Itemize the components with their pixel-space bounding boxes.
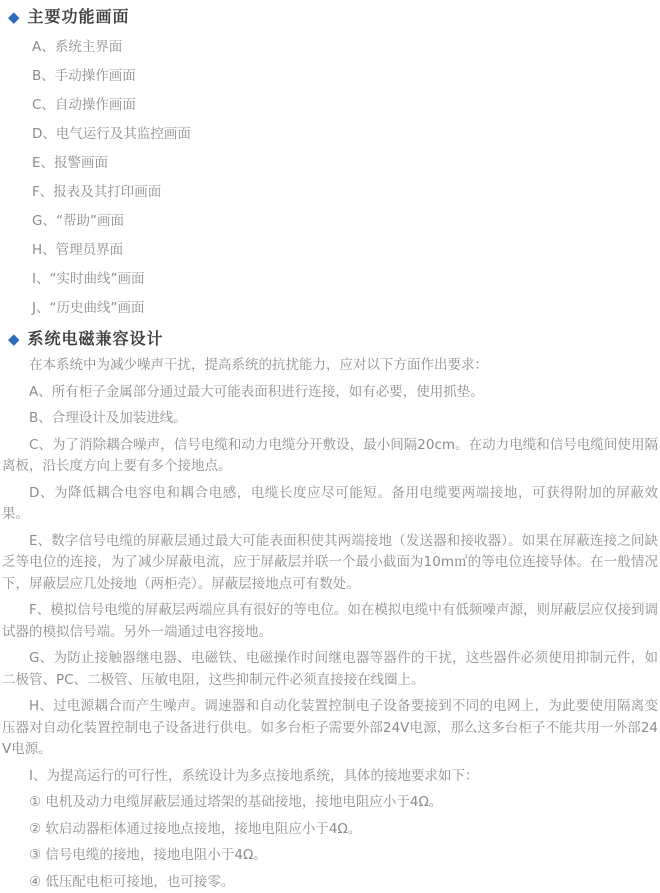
- section-title-emc: 系统电磁兼容设计: [28, 328, 164, 350]
- list-item-j: J、“历史曲线”画面: [32, 294, 658, 323]
- diamond-icon: ◆: [8, 328, 20, 350]
- emc-paragraph-f: F、模拟信号电缆的屏蔽层两端应具有很好的等电位。如在模拟电缆中有低频噪声源，则屏蔽层应仅接到调试器的模拟信号端。另外一端通过电容接地。: [2, 600, 658, 643]
- list-item-i: I、“实时曲线”画面: [32, 265, 658, 294]
- emc-paragraph-h: H、过电源耦合而产生噪声。调速器和自动化装置控制电子设备要接到不同的电网上，为此要使用隔离变压器对自动化装置控制电子设备进行供电。如多台柜子需要外部24V电源，那么这多台柜子不能共用一外部24V电源。: [2, 696, 658, 761]
- list-item-c: C、自动操作画面: [32, 91, 658, 120]
- emc-ground-item-4: ④ 低压配电柜可接地，也可接零。: [2, 872, 658, 893]
- list-item-b: B、手动操作画面: [32, 62, 658, 91]
- list-item-e: E、报警画面: [32, 149, 658, 178]
- emc-paragraph-intro: 在本系统中为减少噪声干扰，提高系统的抗扰能力，应对以下方面作出要求：: [2, 355, 658, 377]
- list-item-h: H、管理员界面: [32, 236, 658, 265]
- list-item-f: F、报表及其打印画面: [32, 178, 658, 207]
- emc-ground-item-2: ② 软启动器柜体通过接地点接地，接地电阻应小于4Ω。: [2, 819, 658, 841]
- section-title-main-screens: 主要功能画面: [28, 6, 130, 28]
- emc-ground-item-1: ① 电机及动力电缆屏蔽层通过塔架的基础接地，接地电阻应小于4Ω。: [2, 792, 658, 814]
- list-item-a: A、系统主界面: [32, 33, 658, 62]
- list-item-g: G、“帮助”画面: [32, 207, 658, 236]
- section-header-main-screens: [2, 6, 658, 28]
- emc-paragraph-g: G、为防止接触器继电器、电磁铁、电磁操作时间继电器等器件的干扰，这些器件必须使用抑制元件，如二极管、PC、二极管、压敏电阻，这些抑制元件必须直接接在线圈上。: [2, 648, 658, 691]
- emc-paragraph-c: C、为了消除耦合噪声，信号电缆和动力电缆分开敷设，最小间隔20cm。在动力电缆和信号电缆间使用隔离板，沿长度方向上要有多个接地点。: [2, 435, 658, 478]
- emc-paragraph-b: B、合理设计及加装进线。: [2, 408, 658, 430]
- list-item-d: D、电气运行及其监控画面: [32, 120, 658, 149]
- emc-ground-item-3: ③ 信号电缆的接地，接地电阻小于4Ω。: [2, 845, 658, 867]
- emc-paragraph-d: D、为降低耦合电容电和耦合电感，电缆长度应尽可能短。备用电缆要两端接地，可获得附加的屏蔽效果。: [2, 483, 658, 526]
- emc-paragraph-a: A、所有柜子金属部分通过最大可能表面积进行连接，如有必要，使用抓垫。: [2, 382, 658, 404]
- section-header-emc: [2, 328, 658, 350]
- diamond-icon: ◆: [8, 6, 20, 28]
- emc-paragraph-e: E、数字信号电缆的屏蔽层通过最大可能表面积使其两端接地（发送器和接收器）。如果在屏蔽连接之间缺乏等电位的连接，为了减少屏蔽电流，应于屏蔽层并联一个最小截面为10m㎡的等电位连接导体。在一般情况下，屏蔽层应几处接地（两柜壳）。屏蔽层接地点可有数处。: [2, 531, 658, 596]
- feature-list: [2, 33, 658, 323]
- emc-paragraph-i: I、为提高运行的可行性，系统设计为多点接地系统，具体的接地要求如下：: [2, 766, 658, 788]
- emc-body: [2, 355, 658, 893]
